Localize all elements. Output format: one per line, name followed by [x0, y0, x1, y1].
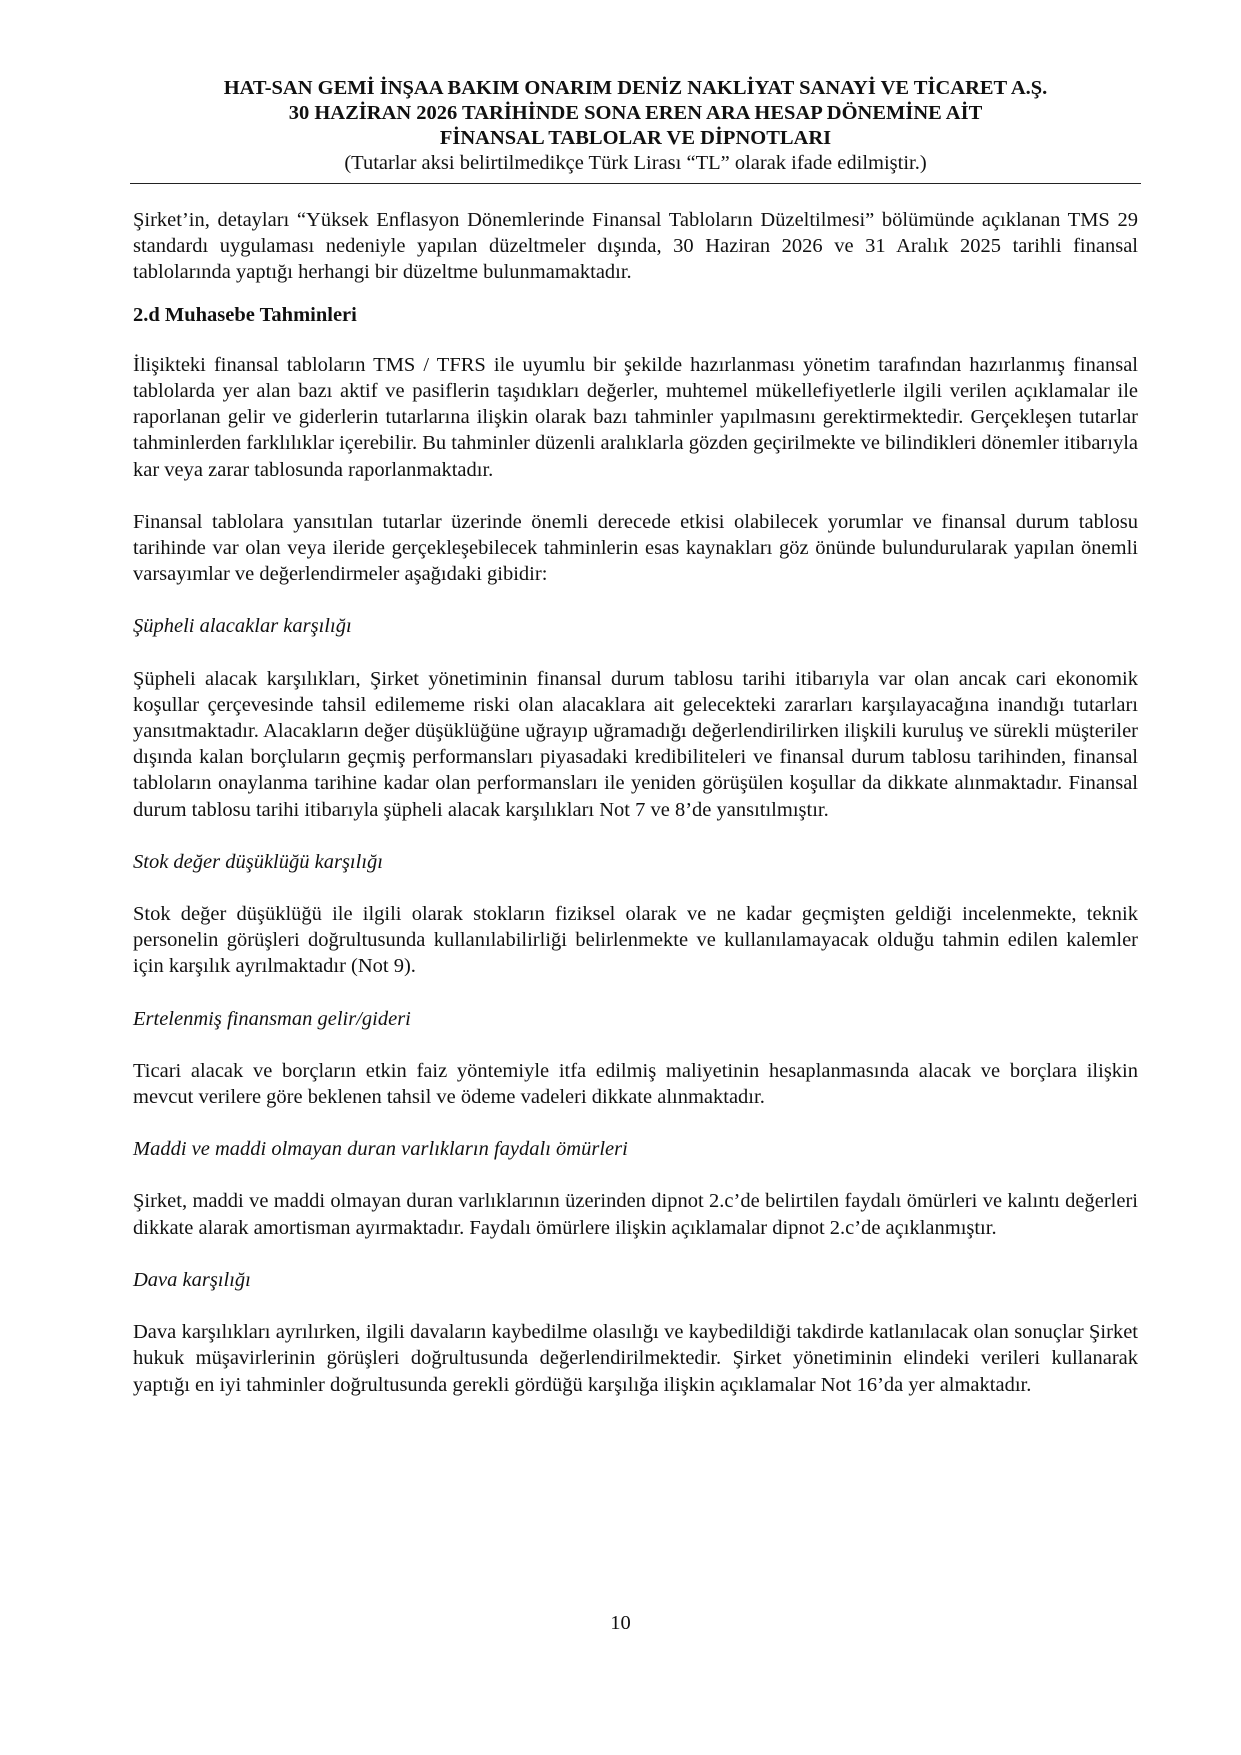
- subsection-title: Maddi ve maddi olmayan duran varlıkların faydalı ömürleri: [133, 1138, 628, 1161]
- page-number: 10: [610, 1612, 631, 1634]
- period-title: 30 HAZİRAN 2026 TARİHİNDE SONA EREN ARA HESAP DÖNEMİNE AİT: [288, 102, 983, 124]
- header-divider: [130, 183, 1141, 184]
- currency-note: (Tutarlar aksi belirtilmedikçe Türk Lirası “TL” olarak ifade edilmiştir.): [344, 152, 927, 174]
- company-name: HAT-SAN GEMİ İNŞAA BAKIM ONARIM DENİZ NAKLİYAT SANAYİ VE TİCARET A.Ş.: [223, 77, 1048, 99]
- subsection-text: Stok değer düşüklüğü ile ilgili olarak stokların fiziksel olarak ve ne kadar geçmişten geldiği incelenmekte, teknik personelin görüşleri doğrultusunda kullanılabilirliği belirlenmekte ve kullanılamayacak olduğu tahmin edilen kalemler için karşılık ayrılmaktadır (Not 9).: [133, 903, 1138, 978]
- subsection-title: Dava karşılığı: [133, 1268, 251, 1291]
- document-title: FİNANSAL TABLOLAR VE DİPNOTLARI: [439, 127, 832, 149]
- subsection-text: Dava karşılıkları ayrılırken, ilgili davaların kaybedilme olasılığı ve kaybedildiği takdirde katlanılacak olan sonuçlar Şirket hukuk müşavirlerinin görüşleri doğrultusunda değerlendirilmektedir. Şirket yönetiminin elindeki verileri kullanarak yaptığı en iyi tahminler doğrultusunda gerekli gördüğü karşılığa ilişkin açıklamalar Not 16’da yer almaktadır.: [133, 1321, 1138, 1396]
- subsection-text: Şüpheli alacak karşılıkları, Şirket yönetiminin finansal durum tablosu tarihi itibarıyla var olan ancak cari ekonomik koşullar çerçevesinde tahsil edilememe riski olan alacaklara ait gelecekteki zararları karşılayacağına inandığı tutarları yansıtmaktadır. Alacakların değer düşüklüğüne uğrayıp uğramadığı değerlendirilirken ilişkili kuruluş ve sürekli müşteriler dışında kalan borçluların geçmiş performansları piyasadaki kredibiliteleri ve finansal durum tablosu tarihinden, finansal tabloların onaylanma tarihine kadar olan performansları ile yeniden görüşülen koşullar da dikkate alınmaktadır. Finansal durum tablosu tarihi itibarıyla şüpheli alacak karşılıkları Not 7 ve 8’de yansıtılmıştır.: [133, 667, 1138, 821]
- page-header: [130, 76, 1141, 176]
- intro-paragraph: Şirket’in, detayları “Yüksek Enflasyon Dönemlerinde Finansal Tabloların Düzeltilmesi” bölümünde açıklanan TMS 29 standardı uygulaması nedeniyle yapılan düzeltmeler dışında, 30 Haziran 2026 ve 31 Aralık 2025 tarihli finansal tablolarında yaptığı herhangi bir düzeltme bulunmamaktadır.: [133, 209, 1138, 284]
- subsection-text: Şirket, maddi ve maddi olmayan duran varlıklarının üzerinden dipnot 2.c’de belirtilen faydalı ömürleri ve kalıntı değerleri dikkate alarak amortisman ayırmaktadır. Faydalı ömürlere ilişkin açıklamalar dipnot 2.c’de açıklanmıştır.: [133, 1190, 1138, 1239]
- paragraph: İlişikteki finansal tabloların TMS / TFRS ile uyumlu bir şekilde hazırlanması yönetim tarafından hazırlanmış finansal tablolarda yer alan bazı aktif ve pasiflerin taşıdıkları değerler, muhtemel mükellefiyetlerle ilgili verilen açıklamalar ile raporlanan gelir ve giderlerin tutarlarına ilişkin olarak bazı tahminler yapılmasını gerektirmektedir. Gerçekleşen tutarlar tahminlerden farklılıklar içerebilir. Bu tahminler düzenli aralıklarla gözden geçirilmekte ve bilindikleri dönemler itibarıyla kar veya zarar tablosunda raporlanmaktadır.: [133, 353, 1138, 481]
- page-body: [133, 207, 1138, 1398]
- subsection-title: Ertelenmiş finansman gelir/gideri: [133, 1007, 411, 1030]
- subsection-title: Stok değer düşüklüğü karşılığı: [133, 850, 383, 873]
- paragraph: Finansal tablolara yansıtılan tutarlar üzerinde önemli derecede etkisi olabilecek yorumlar ve finansal durum tablosu tarihinde var olan veya ileride gerçekleşebilecek tahminlerin esas kaynakları göz önünde bulundurularak yapılan önemli varsayımlar ve değerlendirmeler aşağıdaki gibidir:: [133, 510, 1138, 586]
- subsection-title: Şüpheli alacaklar karşılığı: [133, 615, 352, 638]
- subsection-text: Ticari alacak ve borçların etkin faiz yöntemiyle itfa edilmiş maliyetinin hesaplanmasında alacak ve borçlara ilişkin mevcut verilere göre beklenen tahsil ve ödeme vadeleri dikkate alınmaktadır.: [133, 1059, 1138, 1109]
- section-heading: 2.d Muhasebe Tahminleri: [133, 303, 357, 326]
